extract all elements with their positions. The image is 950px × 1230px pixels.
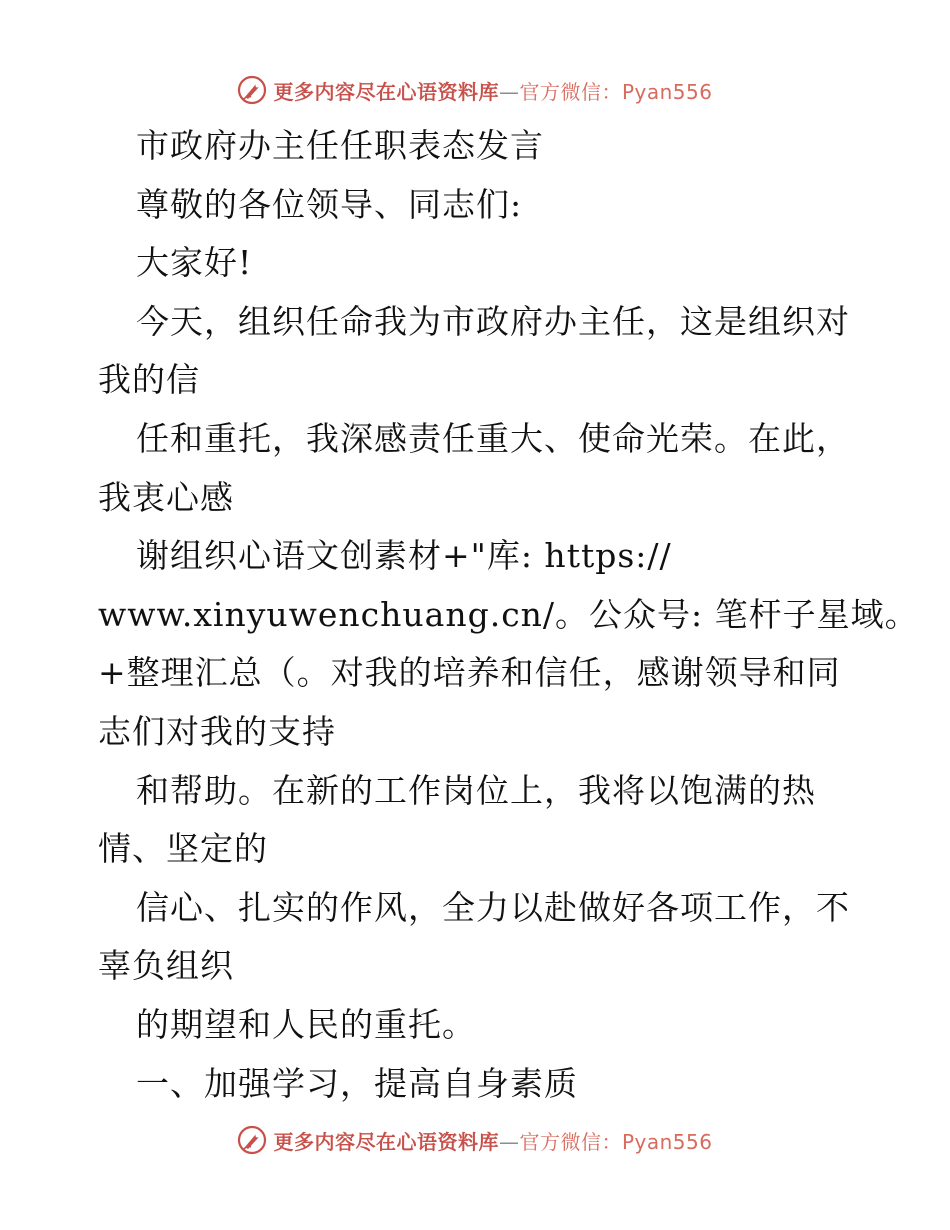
document-title: 市政府办主任任职表态发言 bbox=[136, 126, 544, 165]
body-line: 我的信 bbox=[98, 360, 200, 400]
greeting: 大家好! bbox=[136, 243, 253, 283]
body-line: 谢组织心语文创素材+"库: https:// bbox=[136, 536, 672, 576]
section-heading: 一、加强学习，提高自身素质 bbox=[136, 1063, 578, 1103]
watermark-site-text: 更多内容尽在心语资料库 bbox=[273, 1129, 499, 1154]
body-line: 和帮助。在新的工作岗位上，我将以饱满的热 bbox=[136, 770, 816, 810]
body-line: +整理汇总（。对我的培养和信任，感谢领导和同 bbox=[98, 653, 841, 693]
watermark-site-text: 更多内容尽在心语资料库 bbox=[273, 79, 499, 104]
body-line: 的期望和人民的重托。 bbox=[136, 1004, 476, 1044]
watermark-text bbox=[273, 1126, 712, 1155]
watermark-text bbox=[273, 76, 712, 105]
body-line: 情、坚定的 bbox=[98, 829, 268, 869]
document-body bbox=[98, 117, 919, 1113]
header-watermark bbox=[0, 70, 950, 110]
body-line: 志们对我的支持 bbox=[98, 711, 336, 751]
body-line: 任和重托，我深感责任重大、使命光荣。在此， bbox=[136, 418, 850, 458]
body-line: 今天，组织任命我为市政府办主任，这是组织对 bbox=[136, 301, 850, 341]
pen-nib-logo-icon bbox=[237, 75, 267, 105]
salutation: 尊敬的各位领导、同志们: bbox=[136, 184, 523, 224]
watermark-separator: — bbox=[498, 79, 520, 104]
pen-nib-logo-icon bbox=[237, 1125, 267, 1155]
body-line: 信心、扎实的作风，全力以赴做好各项工作，不 bbox=[136, 887, 850, 927]
footer-watermark bbox=[0, 1120, 950, 1160]
body-line: 我衷心感 bbox=[98, 477, 234, 517]
watermark-wechat-text: 官方微信：Pyan556 bbox=[519, 79, 713, 104]
body-line: 辜负组织 bbox=[98, 946, 234, 986]
body-line: www.xinyuwenchuang.cn/。公众号: 笔杆子星域。 bbox=[98, 594, 919, 634]
watermark-wechat-text: 官方微信：Pyan556 bbox=[519, 1129, 713, 1154]
watermark-separator: — bbox=[498, 1129, 520, 1154]
